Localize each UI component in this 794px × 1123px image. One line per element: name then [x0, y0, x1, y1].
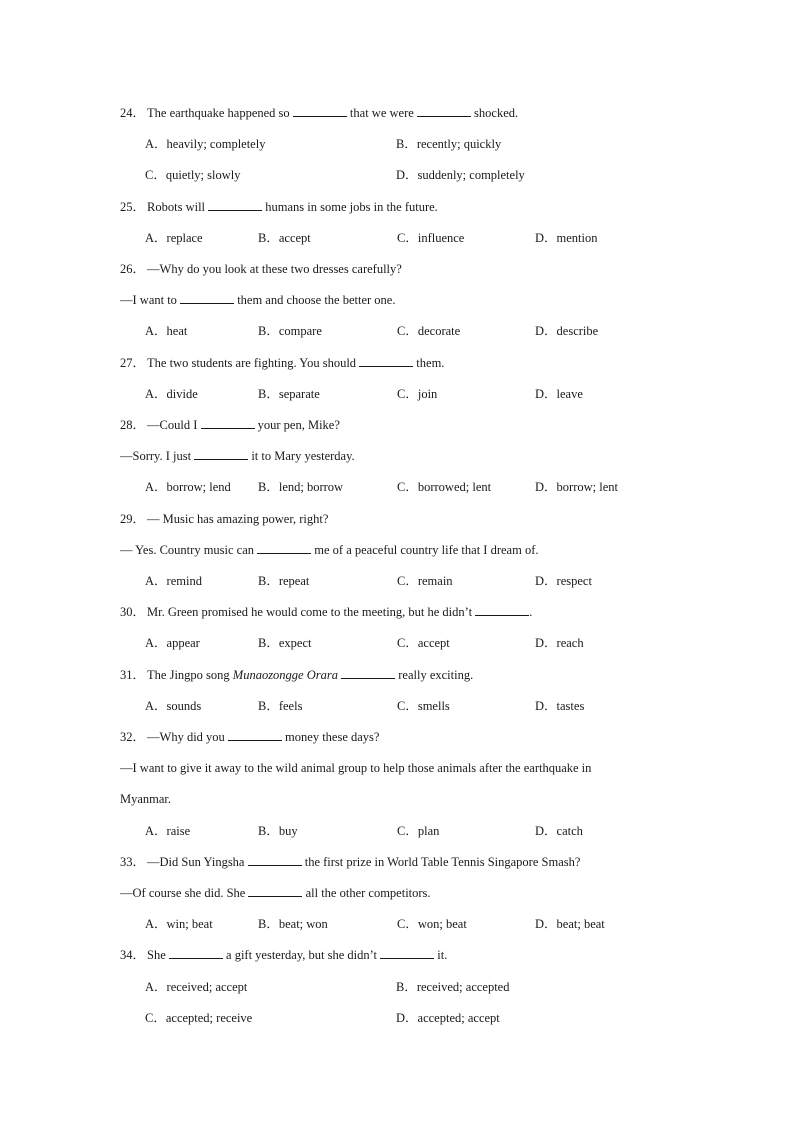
stem-text: that we were	[346, 106, 417, 120]
option-c[interactable]	[397, 228, 464, 248]
option-row	[120, 228, 674, 248]
stem-text: —Why do you look at these two dresses carefully?	[147, 262, 402, 276]
answer-blank	[180, 290, 234, 304]
option-b[interactable]	[258, 384, 320, 404]
option-row	[120, 914, 674, 934]
stem-text: —Could I	[147, 418, 201, 432]
option-text: compare	[278, 324, 322, 339]
option-text: mention	[556, 230, 598, 245]
option-text: win; beat	[166, 917, 213, 932]
option-text: lend; borrow	[278, 480, 344, 495]
option-d[interactable]	[535, 477, 618, 497]
option-row	[120, 571, 674, 591]
option-c[interactable]	[397, 571, 453, 591]
option-letter: A．	[145, 480, 167, 495]
option-row	[120, 165, 674, 185]
option-text: borrowed; lent	[417, 480, 492, 495]
option-letter: A．	[145, 386, 167, 401]
option-text: accept	[278, 230, 311, 245]
option-text: sounds	[166, 698, 202, 713]
option-letter: C．	[145, 168, 166, 183]
option-c[interactable]	[397, 914, 467, 934]
option-text: join	[417, 386, 438, 401]
option-b[interactable]	[396, 134, 501, 154]
option-b[interactable]	[258, 633, 311, 653]
option-b[interactable]	[258, 477, 343, 497]
option-text: separate	[278, 386, 320, 401]
option-letter: B．	[258, 230, 279, 245]
option-text: describe	[556, 324, 599, 339]
stem-text: Robots will	[147, 199, 209, 214]
stem-text: your pen, Mike?	[254, 418, 340, 432]
option-letter: D．	[535, 823, 557, 838]
option-letter: B．	[258, 636, 279, 651]
answer-blank	[359, 353, 413, 367]
stem-text: them.	[413, 355, 445, 370]
option-d[interactable]	[535, 321, 598, 341]
stem-text: —Of course she did. She	[120, 886, 249, 900]
option-a[interactable]	[145, 914, 213, 934]
option-row	[120, 821, 674, 841]
option-row	[120, 384, 674, 404]
option-letter: D．	[535, 480, 557, 495]
stem-text: — Yes. Country music can	[120, 542, 258, 557]
answer-blank	[293, 103, 347, 117]
dialogue-line	[120, 446, 674, 466]
option-letter: B．	[396, 137, 417, 152]
option-row	[120, 977, 674, 997]
option-a[interactable]	[145, 228, 203, 248]
option-letter: A．	[145, 823, 167, 838]
answer-blank	[194, 446, 248, 460]
question-number: 31．	[120, 667, 146, 682]
option-letter: A．	[145, 979, 167, 994]
dialogue-line	[120, 758, 674, 778]
option-text: heat	[166, 324, 188, 339]
option-row	[120, 477, 674, 497]
option-text: buy	[278, 823, 298, 838]
option-d[interactable]	[396, 165, 525, 185]
option-letter: C．	[397, 230, 418, 245]
question-stem-27	[120, 353, 674, 373]
option-text: respect	[556, 574, 592, 588]
option-text: plan	[417, 823, 440, 838]
stem-text: it to Mary yesterday.	[248, 449, 355, 464]
question-stem-25	[120, 197, 674, 217]
option-text: influence	[417, 230, 465, 245]
option-letter: D．	[535, 574, 557, 588]
question-number: 24．	[120, 106, 146, 120]
stem-text: —Did Sun Yingsha	[147, 854, 248, 869]
option-c[interactable]	[145, 1008, 252, 1028]
option-a[interactable]	[145, 696, 201, 716]
option-letter: C．	[397, 823, 418, 838]
option-letter: C．	[397, 917, 418, 932]
stem-text: money these days?	[281, 730, 380, 744]
stem-text: a gift yesterday, but she didn’t	[222, 948, 381, 963]
dialogue-line	[120, 290, 674, 310]
question-number: 34．	[120, 948, 146, 963]
stem-text: The two students are fighting. You should	[147, 355, 360, 370]
stem-text: .	[529, 605, 533, 620]
option-text: remind	[166, 574, 202, 588]
option-c[interactable]	[397, 321, 460, 341]
option-letter: C．	[397, 480, 418, 495]
option-b[interactable]	[396, 977, 509, 997]
stem-text: Myanmar.	[120, 792, 172, 807]
question-stem-28	[120, 415, 674, 435]
question-stem-24	[120, 103, 674, 123]
answer-blank	[228, 727, 282, 741]
option-text: accepted; receive	[165, 1010, 253, 1025]
option-b[interactable]	[258, 914, 328, 934]
option-text: beat; won	[278, 917, 328, 932]
option-row	[120, 1008, 674, 1028]
option-letter: B．	[258, 574, 279, 588]
answer-blank	[169, 945, 223, 959]
option-text: feels	[278, 698, 303, 713]
option-b[interactable]	[258, 228, 311, 248]
option-letter: C．	[397, 698, 418, 713]
answer-blank	[257, 540, 311, 554]
option-d[interactable]	[535, 384, 583, 404]
option-d[interactable]	[535, 821, 583, 841]
song-title-text: Munaozongge Orara	[232, 667, 338, 682]
option-text: appear	[166, 636, 200, 651]
option-row	[120, 134, 674, 154]
stem-text: them and choose the better one.	[234, 293, 396, 308]
option-c[interactable]	[145, 165, 241, 185]
stem-text: all the other competitors.	[302, 886, 431, 900]
option-letter: C．	[397, 574, 418, 588]
option-text: replace	[166, 230, 203, 245]
option-text: heavily; completely	[166, 137, 266, 152]
option-text: suddenly; completely	[417, 168, 525, 183]
answer-blank	[341, 665, 395, 679]
option-row	[120, 633, 674, 653]
stem-text: — Music has amazing power, right?	[147, 511, 329, 526]
option-letter: C．	[145, 1010, 166, 1025]
option-text: accepted; accept	[417, 1010, 500, 1025]
dialogue-line	[120, 789, 674, 809]
option-letter: C．	[397, 324, 418, 339]
option-text: accept	[417, 636, 450, 651]
question-number: 33．	[120, 854, 146, 869]
option-text: received; accepted	[416, 979, 510, 994]
option-text: raise	[166, 823, 191, 838]
option-b[interactable]	[258, 571, 309, 591]
stem-text: really exciting.	[395, 667, 474, 682]
option-a[interactable]	[145, 321, 187, 341]
stem-text: humans in some jobs in the future.	[262, 199, 438, 214]
question-number: 28．	[120, 418, 146, 432]
option-letter: C．	[397, 386, 418, 401]
option-d[interactable]	[396, 1008, 500, 1028]
option-text: borrow; lent	[556, 480, 618, 495]
option-letter: D．	[396, 168, 418, 183]
question-number: 29．	[120, 511, 146, 526]
option-text: recently; quickly	[416, 137, 502, 152]
stem-text: it.	[434, 948, 448, 963]
option-text: divide	[166, 386, 198, 401]
option-d[interactable]	[535, 228, 598, 248]
question-number: 27．	[120, 355, 146, 370]
option-letter: D．	[535, 917, 557, 932]
option-letter: B．	[258, 480, 279, 495]
option-a[interactable]	[145, 384, 198, 404]
stem-text: me of a peaceful country life that I dream of.	[311, 542, 539, 557]
option-text: leave	[556, 386, 583, 401]
option-letter: A．	[145, 137, 167, 152]
question-number: 30．	[120, 605, 146, 620]
answer-blank	[417, 103, 471, 117]
option-d[interactable]	[535, 696, 584, 716]
option-a[interactable]	[145, 571, 202, 591]
option-letter: B．	[258, 917, 279, 932]
option-text: quietly; slowly	[165, 168, 241, 183]
option-b[interactable]	[258, 821, 298, 841]
question-stem-29	[120, 509, 674, 529]
question-number: 32．	[120, 730, 146, 744]
option-c[interactable]	[397, 384, 437, 404]
option-text: catch	[556, 823, 583, 838]
answer-blank	[208, 197, 262, 211]
option-letter: B．	[258, 698, 279, 713]
option-a[interactable]	[145, 633, 200, 653]
option-letter: D．	[535, 386, 557, 401]
answer-blank	[248, 852, 302, 866]
option-text: won; beat	[417, 917, 467, 932]
question-number: 25．	[120, 199, 146, 214]
option-c[interactable]	[397, 633, 450, 653]
option-text: tastes	[556, 698, 585, 713]
option-letter: D．	[535, 230, 557, 245]
option-text: repeat	[278, 574, 310, 588]
option-letter: A．	[145, 574, 167, 588]
question-stem-34	[120, 945, 674, 965]
option-letter: B．	[258, 324, 279, 339]
option-text: received; accept	[166, 979, 248, 994]
stem-text: —Sorry. I just	[120, 449, 195, 464]
question-stem-31	[120, 665, 674, 685]
option-a[interactable]	[145, 821, 190, 841]
stem-text: the first prize in World Table Tennis Singapore Smash?	[301, 854, 581, 869]
option-text: remain	[417, 574, 453, 588]
option-a[interactable]	[145, 477, 231, 497]
option-letter: A．	[145, 230, 167, 245]
stem-text: Mr. Green promised he would come to the meeting, but he didn’t	[147, 605, 476, 620]
option-text: expect	[278, 636, 312, 651]
option-letter: D．	[396, 1010, 418, 1025]
option-letter: A．	[145, 917, 167, 932]
option-text: smells	[417, 698, 450, 713]
stem-text: —Why did you	[147, 730, 228, 744]
answer-blank	[475, 602, 529, 616]
option-letter: A．	[145, 324, 167, 339]
option-letter: C．	[397, 636, 418, 651]
option-letter: A．	[145, 636, 167, 651]
question-stem-32	[120, 727, 674, 747]
stem-text: shocked.	[470, 106, 519, 120]
option-text: borrow; lend	[166, 480, 231, 495]
question-number: 26．	[120, 262, 146, 276]
stem-text: —I want to	[120, 293, 181, 308]
stem-text: —I want to give it away to the wild animal group to help those animals after the earthquake in	[120, 761, 592, 776]
option-letter: A．	[145, 698, 167, 713]
option-c[interactable]	[397, 821, 439, 841]
option-a[interactable]	[145, 134, 265, 154]
option-c[interactable]	[397, 477, 491, 497]
answer-blank	[201, 415, 255, 429]
option-d[interactable]	[535, 571, 592, 591]
stem-text: The earthquake happened so	[147, 106, 293, 120]
answer-blank	[248, 883, 302, 897]
option-d[interactable]	[535, 633, 584, 653]
option-c[interactable]	[397, 696, 450, 716]
option-d[interactable]	[535, 914, 605, 934]
option-a[interactable]	[145, 977, 247, 997]
option-letter: B．	[258, 823, 279, 838]
stem-text: She	[147, 948, 169, 963]
option-b[interactable]	[258, 696, 302, 716]
option-text: reach	[556, 636, 584, 651]
answer-blank	[380, 945, 434, 959]
dialogue-line	[120, 540, 674, 560]
option-letter: D．	[535, 698, 557, 713]
option-row	[120, 321, 674, 341]
option-row	[120, 696, 674, 716]
question-stem-30	[120, 602, 674, 622]
dialogue-line	[120, 883, 674, 903]
option-b[interactable]	[258, 321, 322, 341]
stem-text: The Jingpo song	[147, 667, 233, 682]
option-text: beat; beat	[556, 917, 605, 932]
option-letter: B．	[258, 386, 279, 401]
option-text: decorate	[417, 324, 461, 339]
option-letter: D．	[535, 324, 557, 339]
question-stem-26	[120, 259, 674, 279]
option-letter: B．	[396, 979, 417, 994]
question-stem-33	[120, 852, 674, 872]
option-letter: D．	[535, 636, 557, 651]
